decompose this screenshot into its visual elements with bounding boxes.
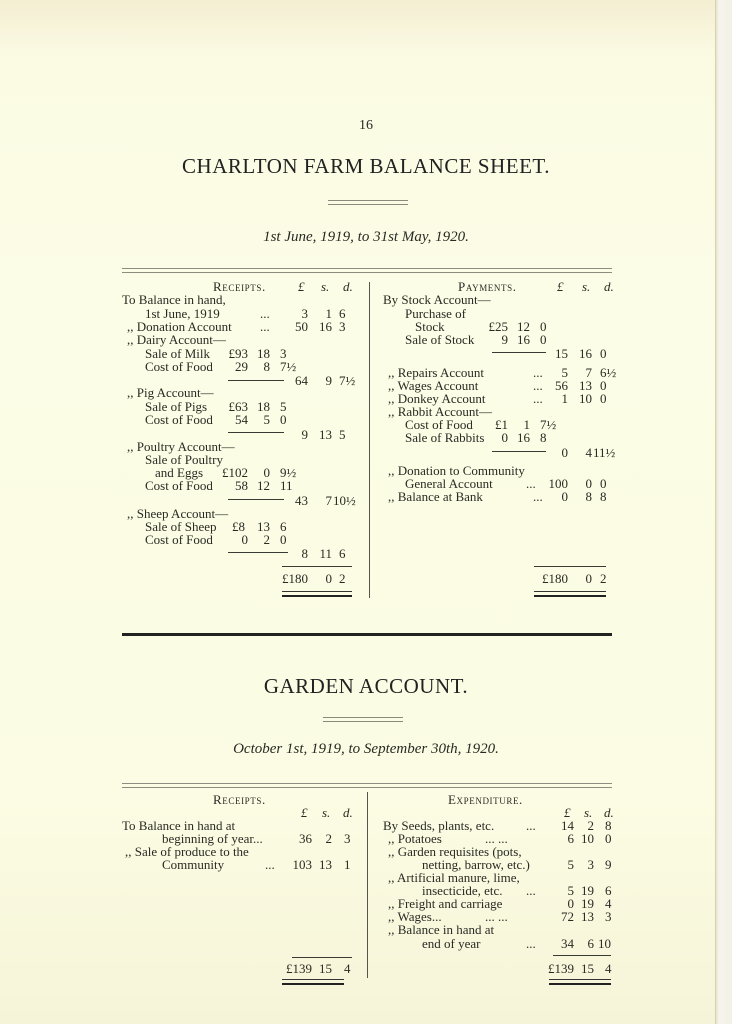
leader-dots: ... bbox=[265, 857, 275, 872]
row-label: Purchase of bbox=[405, 306, 467, 321]
inner-shillings: 12 bbox=[257, 478, 270, 493]
amount-pounds: 50 bbox=[295, 319, 308, 334]
amount-shillings: 13 bbox=[319, 427, 332, 442]
amount-shillings: 10 bbox=[581, 831, 594, 846]
inner-pounds: 29 bbox=[235, 359, 248, 374]
inner-shillings: 0 bbox=[263, 465, 270, 480]
row-label: end of year bbox=[422, 936, 481, 951]
total-pounds: £139 bbox=[286, 961, 312, 976]
farm-period: 1st June, 1919, to 31st May, 1920. bbox=[263, 229, 469, 245]
garden-period: October 1st, 1919, to September 30th, 1920. bbox=[233, 741, 499, 757]
total-top-rule bbox=[282, 566, 352, 567]
amount-shillings: 7 bbox=[325, 493, 332, 508]
receipts-heading: Receipts. bbox=[213, 279, 266, 294]
leader-dots: ... bbox=[260, 306, 270, 321]
amount-pence: 0 bbox=[600, 378, 607, 393]
row-label: Sale of Milk bbox=[145, 346, 210, 361]
total-top-rule bbox=[534, 566, 606, 567]
total-top-rule bbox=[292, 957, 352, 958]
inner-pence: 0 bbox=[540, 332, 547, 347]
total-pounds: £180 bbox=[282, 571, 308, 586]
expenditure-heading: Expenditure. bbox=[448, 792, 523, 807]
inner-pence: 5 bbox=[280, 399, 287, 414]
total-pence: 2 bbox=[600, 571, 607, 586]
garden-title: GARDEN ACCOUNT. bbox=[263, 674, 469, 698]
leader-dots: ... bbox=[526, 818, 536, 833]
total-shillings: 0 bbox=[585, 571, 592, 586]
row-label: Sale of Stock bbox=[405, 332, 475, 347]
shilling-header: s. bbox=[322, 805, 331, 820]
amount-pounds: 6 bbox=[567, 831, 574, 846]
inner-pounds: 9 bbox=[501, 332, 508, 347]
subtotal-rule bbox=[228, 380, 284, 381]
amount-shillings: 0 bbox=[585, 476, 592, 491]
row-label: Sale of Poultry bbox=[145, 452, 223, 467]
amount-pounds: 0 bbox=[561, 445, 568, 460]
inner-pounds: 58 bbox=[235, 478, 248, 493]
amount-pence: 3 bbox=[605, 909, 612, 924]
inner-shillings: 18 bbox=[257, 399, 270, 414]
amount-pence: 0 bbox=[600, 346, 607, 361]
pence-header: d. bbox=[604, 805, 614, 820]
row-label: ,, Donation to Community bbox=[388, 463, 525, 478]
amount-pence: 0 bbox=[600, 476, 607, 491]
leader-dots: ... bbox=[533, 378, 543, 393]
inner-shillings: 12 bbox=[517, 319, 530, 334]
subtotal-rule bbox=[228, 499, 284, 500]
shilling-header: s. bbox=[582, 279, 591, 294]
row-label: ,, Rabbit Account— bbox=[388, 404, 492, 419]
amount-pounds: 0 bbox=[567, 896, 574, 911]
inner-pounds: 54 bbox=[235, 412, 248, 427]
amount-pounds: 56 bbox=[555, 378, 568, 393]
title-rule bbox=[323, 717, 403, 722]
amount-pounds: 0 bbox=[561, 489, 568, 504]
amount-pence: 0 bbox=[600, 391, 607, 406]
row-label: Cost of Food bbox=[145, 359, 213, 374]
row-label: By Seeds, plants, etc. bbox=[383, 818, 495, 833]
row-label: Community bbox=[162, 857, 225, 872]
pound-header: £ bbox=[557, 279, 564, 294]
row-label: Stock bbox=[415, 319, 445, 334]
amount-shillings: 16 bbox=[579, 346, 592, 361]
row-label: ,, Wages Account bbox=[388, 378, 479, 393]
row-label: Cost of Food bbox=[405, 417, 473, 432]
row-label: insecticide, etc. bbox=[422, 883, 503, 898]
amount-pounds: 34 bbox=[561, 936, 574, 951]
amount-pounds: 3 bbox=[301, 306, 308, 321]
amount-shillings: 1 bbox=[325, 306, 332, 321]
amount-pounds: 5 bbox=[567, 857, 574, 872]
row-label: By Stock Account— bbox=[383, 292, 491, 307]
leader-dots: ... bbox=[526, 936, 536, 951]
amount-pounds: 100 bbox=[548, 476, 568, 491]
row-label: ,, Repairs Account bbox=[388, 365, 485, 380]
pence-header: d. bbox=[604, 279, 614, 294]
amount-pounds: 9 bbox=[301, 427, 308, 442]
inner-pence: 8 bbox=[540, 430, 547, 445]
amount-shillings: 13 bbox=[579, 378, 592, 393]
total-double-rule bbox=[549, 979, 611, 985]
pound-header: £ bbox=[301, 805, 308, 820]
amount-pounds: 1 bbox=[561, 391, 568, 406]
amount-shillings: 11 bbox=[319, 546, 332, 561]
row-label: Sale of Rabbits bbox=[405, 430, 485, 445]
amount-pence: 3 bbox=[344, 831, 351, 846]
total-shillings: 15 bbox=[319, 961, 332, 976]
total-pence: 2 bbox=[339, 571, 346, 586]
inner-shillings: 1 bbox=[523, 417, 530, 432]
amount-pounds: 8 bbox=[301, 546, 308, 561]
farm-column-divider bbox=[369, 282, 370, 598]
inner-pounds: 0 bbox=[241, 532, 248, 547]
amount-pence: 8 bbox=[600, 489, 607, 504]
inner-pounds: £93 bbox=[228, 346, 248, 361]
row-label: and Eggs bbox=[155, 465, 204, 480]
amount-shillings: 16 bbox=[319, 319, 332, 334]
row-label: ,, Balance at Bank bbox=[388, 489, 483, 504]
row-label: Sale of Pigs bbox=[145, 399, 208, 414]
row-label: Cost of Food bbox=[145, 532, 213, 547]
farm-title: CHARLTON FARM BALANCE SHEET. bbox=[182, 154, 550, 178]
amount-shillings: 8 bbox=[585, 489, 592, 504]
amount-pence: 9 bbox=[605, 857, 612, 872]
amount-pounds: 5 bbox=[567, 883, 574, 898]
row-label: ,, Freight and carriage bbox=[388, 896, 503, 911]
garden-column-divider bbox=[367, 792, 368, 978]
amount-pounds: 103 bbox=[292, 857, 312, 872]
amount-shillings: 13 bbox=[319, 857, 332, 872]
row-label: ,, Sale of produce to the bbox=[125, 844, 249, 859]
row-label: ,, Poultry Account— bbox=[127, 439, 235, 454]
pence-header: d. bbox=[343, 279, 353, 294]
inner-shillings: 13 bbox=[257, 519, 270, 534]
amount-pence: 4 bbox=[605, 896, 612, 911]
inner-shillings: 2 bbox=[263, 532, 270, 547]
amount-shillings: 2 bbox=[325, 831, 332, 846]
leader-dots: ... bbox=[533, 391, 543, 406]
row-label: ,, Sheep Account— bbox=[127, 506, 229, 521]
pence-header: d. bbox=[343, 805, 353, 820]
amount-pounds: 43 bbox=[295, 493, 308, 508]
inner-pounds: 0 bbox=[501, 430, 508, 445]
subtotal-rule bbox=[492, 352, 546, 353]
amount-pence: 6 bbox=[339, 546, 346, 561]
inner-pounds: £1 bbox=[495, 417, 508, 432]
inner-shillings: 8 bbox=[263, 359, 270, 374]
row-label: To Balance in hand at bbox=[122, 818, 236, 833]
payments-heading: Payments. bbox=[458, 279, 517, 294]
inner-shillings: 16 bbox=[517, 430, 530, 445]
row-label: 1st June, 1919 bbox=[145, 306, 220, 321]
row-label: ,, Potatoes bbox=[388, 831, 442, 846]
leader-dots: ... bbox=[260, 319, 270, 334]
amount-pounds: 64 bbox=[295, 373, 308, 388]
amount-pounds: 36 bbox=[299, 831, 312, 846]
total-pounds: £180 bbox=[542, 571, 568, 586]
inner-shillings: 16 bbox=[517, 332, 530, 347]
row-label: ,, Donkey Account bbox=[388, 391, 486, 406]
row-label: Sale of Sheep bbox=[145, 519, 217, 534]
row-label: ,, Balance in hand at bbox=[388, 922, 495, 937]
row-label: ,, Wages... bbox=[388, 909, 442, 924]
amount-shillings: 19 bbox=[581, 883, 594, 898]
leader-dots: ... bbox=[533, 489, 543, 504]
section-separator bbox=[122, 633, 612, 636]
leader-dots: ... bbox=[526, 883, 536, 898]
inner-pence: 0 bbox=[280, 532, 287, 547]
amount-pence: 3 bbox=[339, 319, 346, 334]
inner-pence: 3 bbox=[280, 346, 287, 361]
shilling-header: s. bbox=[321, 279, 330, 294]
inner-pence: 6 bbox=[280, 519, 287, 534]
title-rule bbox=[328, 200, 408, 205]
amount-shillings: 7 bbox=[585, 365, 592, 380]
pound-header: £ bbox=[298, 279, 305, 294]
shilling-header: s. bbox=[584, 805, 593, 820]
row-label: ,, Dairy Account— bbox=[127, 332, 226, 347]
amount-pounds: 14 bbox=[561, 818, 574, 833]
row-label: Cost of Food bbox=[145, 412, 213, 427]
total-double-rule bbox=[282, 591, 352, 597]
row-label: General Account bbox=[405, 476, 493, 491]
total-pounds: £139 bbox=[548, 961, 574, 976]
amount-pence: 10 bbox=[598, 936, 611, 951]
amount-pence: 5 bbox=[339, 427, 346, 442]
amount-shillings: 2 bbox=[587, 818, 594, 833]
total-top-rule bbox=[553, 955, 611, 956]
row-label: beginning of year... bbox=[162, 831, 263, 846]
amount-pence: 11½ bbox=[593, 445, 616, 460]
subtotal-rule bbox=[492, 451, 546, 452]
row-label: ,, Garden requisites (pots, bbox=[388, 844, 522, 859]
inner-pence: 0 bbox=[280, 412, 287, 427]
amount-shillings: 10 bbox=[579, 391, 592, 406]
amount-shillings: 19 bbox=[581, 896, 594, 911]
subtotal-rule bbox=[228, 432, 284, 433]
total-double-rule bbox=[534, 591, 606, 597]
inner-pounds: £63 bbox=[228, 399, 248, 414]
row-label: To Balance in hand, bbox=[122, 292, 226, 307]
farm-table-top-rule bbox=[122, 268, 612, 273]
row-label: Cost of Food bbox=[145, 478, 213, 493]
amount-pence: 6½ bbox=[600, 365, 617, 380]
amount-pence: 1 bbox=[344, 857, 351, 872]
amount-pounds: 15 bbox=[555, 346, 568, 361]
row-label: netting, barrow, etc.) bbox=[422, 857, 530, 872]
amount-pence: 6 bbox=[605, 883, 612, 898]
leader-dots: ... ... bbox=[485, 909, 508, 924]
amount-pence: 10½ bbox=[333, 493, 356, 508]
receipts-heading: Receipts. bbox=[213, 792, 266, 807]
leader-dots: ... bbox=[526, 476, 536, 491]
total-double-rule bbox=[282, 979, 344, 985]
leader-dots: ... bbox=[533, 365, 543, 380]
total-shillings: 0 bbox=[325, 571, 332, 586]
amount-pence: 8 bbox=[605, 818, 612, 833]
pound-header: £ bbox=[564, 805, 571, 820]
amount-pence: 0 bbox=[605, 831, 612, 846]
page-number: 16 bbox=[359, 118, 373, 133]
total-pence: 4 bbox=[605, 961, 612, 976]
amount-shillings: 6 bbox=[587, 936, 594, 951]
amount-shillings: 9 bbox=[325, 373, 332, 388]
leader-dots: ... ... bbox=[485, 831, 508, 846]
garden-table-top-rule bbox=[122, 783, 612, 788]
inner-pence: 11 bbox=[280, 478, 293, 493]
row-label: ,, Donation Account bbox=[127, 319, 232, 334]
inner-pence: 7½ bbox=[280, 359, 297, 374]
inner-pounds: £102 bbox=[222, 465, 248, 480]
amount-shillings: 3 bbox=[587, 857, 594, 872]
total-shillings: 15 bbox=[581, 961, 594, 976]
subtotal-rule bbox=[228, 552, 288, 553]
inner-pence: 0 bbox=[540, 319, 547, 334]
inner-pounds: £8 bbox=[232, 519, 245, 534]
row-label: ,, Pig Account— bbox=[127, 385, 214, 400]
total-pence: 4 bbox=[344, 961, 351, 976]
amount-pounds: 5 bbox=[561, 365, 568, 380]
amount-pounds: 72 bbox=[561, 909, 574, 924]
row-label: ,, Artificial manure, lime, bbox=[388, 870, 520, 885]
inner-pence: 7½ bbox=[540, 417, 557, 432]
inner-shillings: 18 bbox=[257, 346, 270, 361]
amount-pence: 6 bbox=[339, 306, 346, 321]
inner-shillings: 5 bbox=[263, 412, 270, 427]
inner-pence: 9½ bbox=[280, 465, 297, 480]
inner-pounds: £25 bbox=[488, 319, 508, 334]
amount-shillings: 13 bbox=[581, 909, 594, 924]
amount-shillings: 4 bbox=[585, 445, 592, 460]
amount-pence: 7½ bbox=[339, 373, 356, 388]
